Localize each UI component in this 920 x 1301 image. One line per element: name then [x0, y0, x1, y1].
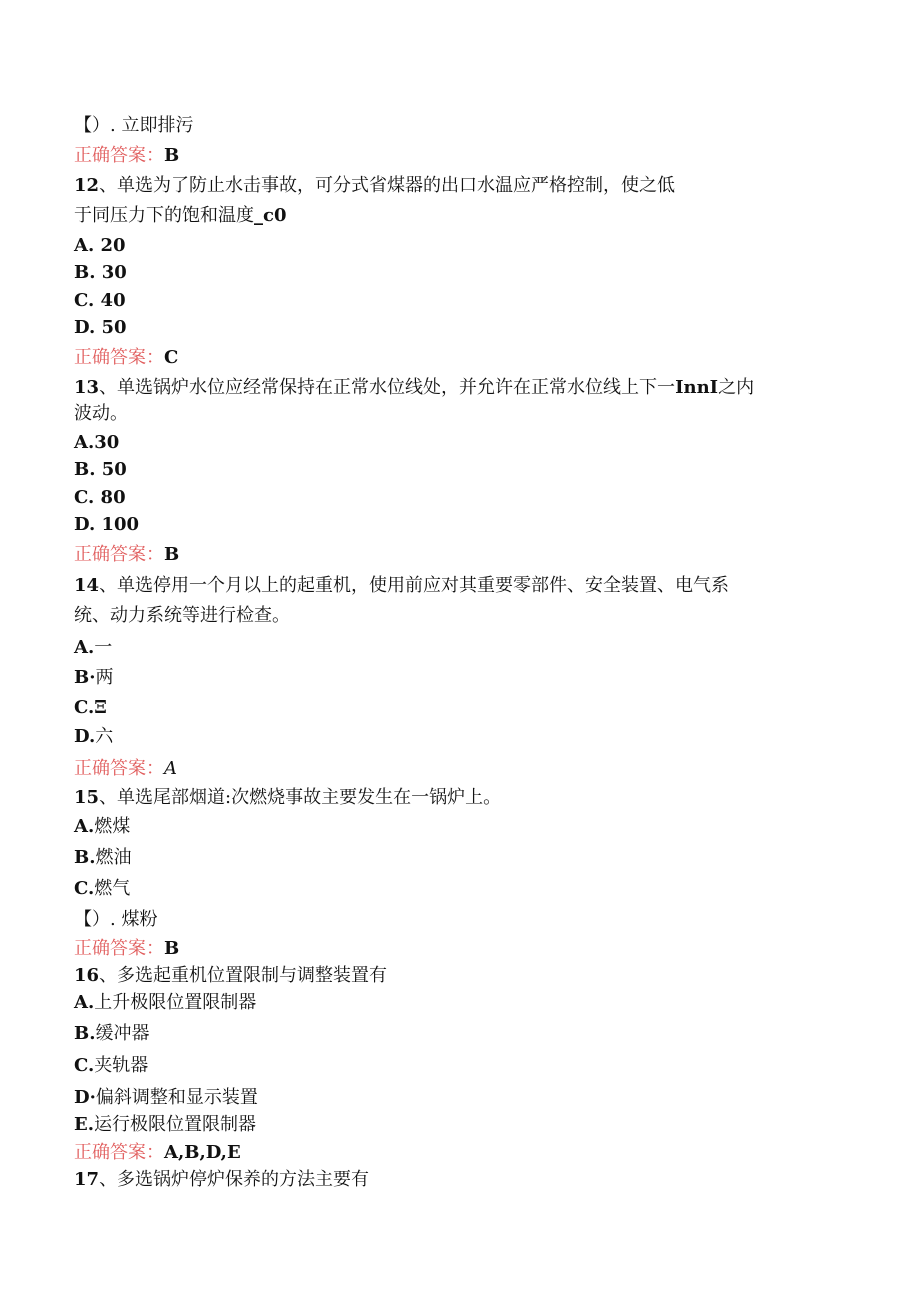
option-d: 【）. 煤粉 — [74, 909, 158, 930]
question-13: 13、单选锅炉水位应经常保持在正常水位线处，并允许在正常水位线上下一InnI之内 — [74, 377, 755, 398]
answer-line: 正确答案：A,B,D,E — [74, 1142, 241, 1163]
answer-line: 正确答案：B — [74, 544, 180, 565]
option-b: B. 30 — [74, 262, 127, 283]
option-b: B.燃油 — [74, 847, 132, 868]
answer-line: 正确答案：B — [74, 145, 180, 166]
option-c: C.夹轨器 — [74, 1055, 149, 1076]
option-c: C.Ξ — [74, 697, 107, 718]
question-13-continuation: 波动。 — [74, 403, 128, 424]
option-c: C. 40 — [74, 290, 126, 311]
question-14: 14、单选停用一个月以上的起重机，使用前应对其重要零部件、安全装置、电气系 — [74, 575, 730, 596]
question-16: 16、多选起重机位置限制与调整装置有 — [74, 965, 388, 986]
question-15: 15、单选尾部烟道:次燃烧事故主要发生在一锅炉上。 — [74, 787, 502, 808]
question-17: 17、多选锅炉停炉保养的方法主要有 — [74, 1169, 370, 1190]
option-b: B.缓冲器 — [74, 1023, 150, 1044]
option-a: A.一 — [74, 637, 113, 658]
option-e: E.运行极限位置限制器 — [74, 1114, 256, 1135]
option-d: D.六 — [74, 726, 114, 747]
answer-line: 正确答案：C — [74, 347, 179, 368]
question-14-continuation: 统、动力系统等进行检查。 — [74, 605, 290, 626]
option-a: A.30 — [74, 432, 120, 453]
option-b: B·两 — [74, 667, 114, 688]
option-b: B. 50 — [74, 459, 127, 480]
answer-line: 正确答案：A — [74, 758, 177, 779]
option-a: A. 20 — [74, 235, 126, 256]
answer-line: 正确答案：B — [74, 938, 180, 959]
option-d-line: 【）. 立即排污 — [74, 115, 194, 136]
option-a: A.燃煤 — [74, 816, 131, 837]
option-d: D. 100 — [74, 514, 140, 535]
question-12: 12、单选为了防止水击事故，可分式省煤器的出口水温应严格控制，使之低 — [74, 175, 676, 196]
option-a: A.上升极限位置限制器 — [74, 992, 257, 1013]
option-c: C.燃气 — [74, 878, 131, 899]
option-d: D·偏斜调整和显示装置 — [74, 1087, 258, 1108]
question-12-continuation: 于同压力下的饱和温度_c0 — [74, 205, 287, 226]
option-c: C. 80 — [74, 487, 126, 508]
option-d: D. 50 — [74, 317, 127, 338]
